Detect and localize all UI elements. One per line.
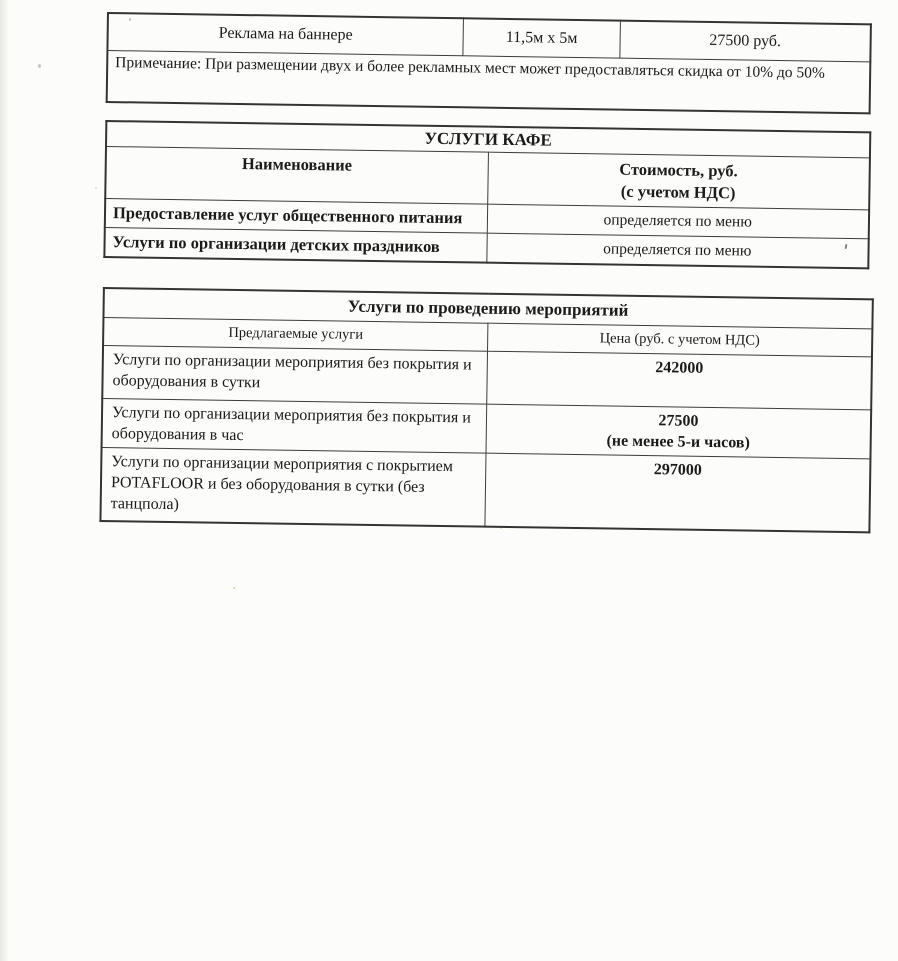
events-table-title: Услуги по проведению мероприятий bbox=[103, 288, 872, 329]
cafe-column-header-cost bbox=[487, 152, 870, 210]
cafe-services-table bbox=[103, 120, 871, 269]
scan-speck bbox=[233, 587, 235, 589]
banner-price: 27500 руб. bbox=[620, 21, 871, 62]
price-value: 297000 bbox=[653, 461, 702, 480]
cafe-table-title: УСЛУГИ КАФЕ bbox=[106, 121, 870, 158]
event-service-description: Услуги по организации мероприятия без покрытия и оборудования в сутки bbox=[102, 345, 487, 404]
banner-price-table bbox=[106, 12, 872, 114]
cafe-service-cost: определяется по меню bbox=[486, 233, 868, 268]
cafe-cost-header-line1: Стоимость, руб. bbox=[619, 159, 738, 181]
scan-speck bbox=[95, 187, 97, 189]
events-column-header-service: Предлагаемые услуги bbox=[103, 317, 488, 351]
table-row bbox=[107, 51, 871, 114]
event-service-price bbox=[487, 351, 872, 410]
event-service-price bbox=[486, 404, 871, 459]
cafe-service-name: Услуги по организации детских праздников bbox=[104, 227, 486, 262]
cafe-service-cost: определяется по меню bbox=[487, 204, 869, 239]
scan-edge-shadow bbox=[0, 0, 9, 961]
discount-note: Примечание: При размещении двух и более рекламных мест может предоставляться скидка от 10% до 50% bbox=[107, 51, 871, 114]
price-value: 27500 bbox=[658, 412, 699, 430]
banner-service-name: Реклама на баннере bbox=[107, 13, 463, 56]
document-content bbox=[99, 12, 881, 534]
event-service-description: Услуги по организации мероприятия с покрытием POTAFLOOR и без оборудования в сутки (без танцпола) bbox=[100, 448, 486, 527]
event-service-price bbox=[485, 453, 871, 532]
events-services-table bbox=[99, 287, 873, 534]
scan-speck bbox=[38, 64, 41, 68]
price-value: 242000 bbox=[655, 359, 704, 377]
banner-size: 11,5м x 5м bbox=[463, 18, 621, 58]
events-column-header-price: Цена (руб. с учетом НДС) bbox=[488, 323, 873, 357]
cafe-service-name: Предоставление услуг общественного питания bbox=[105, 198, 487, 233]
event-service-description: Услуги по организации мероприятия без покрытия и оборудования в час bbox=[102, 398, 487, 453]
cafe-column-header-name: Наименование bbox=[105, 147, 488, 205]
cafe-cost-header-line2: (с учетом НДС) bbox=[620, 181, 736, 202]
table-row bbox=[100, 448, 870, 533]
price-note: (не менее 5-и часов) bbox=[606, 432, 750, 452]
